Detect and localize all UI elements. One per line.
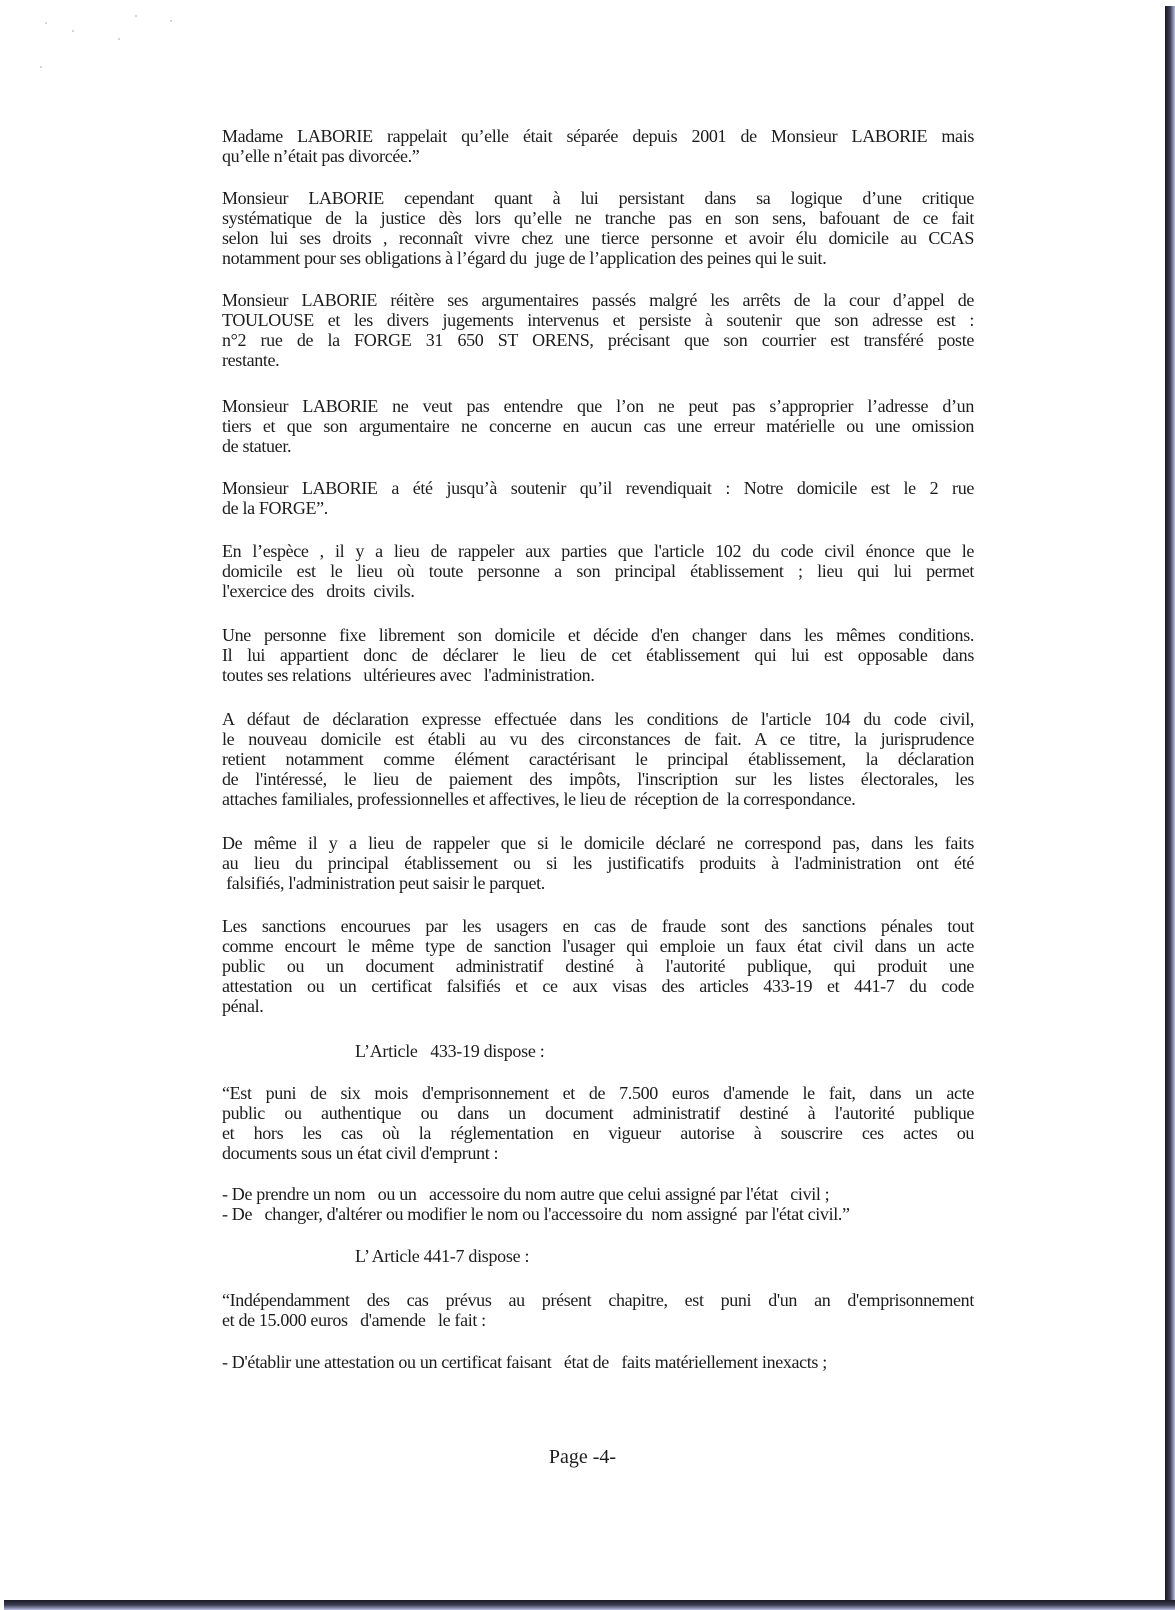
paragraph-1 bbox=[222, 126, 974, 166]
paragraph-line: Les sanctions encourues par les usagers en cas de fraude sont des sanctions pénales tout bbox=[222, 916, 974, 936]
paragraph-line: falsifiés, l'administration peut saisir le parquet. bbox=[222, 873, 545, 893]
paragraph-5 bbox=[222, 478, 974, 518]
paragraph-4 bbox=[222, 396, 974, 456]
paragraph-2 bbox=[222, 188, 974, 268]
paragraph-3 bbox=[222, 290, 974, 370]
quote-line: et de 15.000 euros d'amende le fait : bbox=[222, 1310, 486, 1330]
scan-speck bbox=[170, 20, 172, 22]
paragraph-line: Monsieur LABORIE a été jusqu’à soutenir qu’il revendiquait : Notre domicile est le 2 rue bbox=[222, 478, 974, 498]
scan-speck bbox=[40, 66, 42, 68]
paragraph-line: pénal. bbox=[222, 996, 264, 1016]
quote-line: documents sous un état civil d'emprunt : bbox=[222, 1143, 499, 1163]
page-shadow-bottom bbox=[4, 1600, 1175, 1610]
paragraph-line: domicile est le lieu où toute personne a son principal établissement ; lieu qui lui permet bbox=[222, 561, 974, 581]
article-433-19-heading: L’Article 433-19 dispose : bbox=[355, 1041, 545, 1061]
paragraph-6 bbox=[222, 541, 974, 601]
paragraph-line: notamment pour ses obligations à l’égard du juge de l’application des peines qui le suit. bbox=[222, 248, 827, 268]
quote-line: “Est puni de six mois d'emprisonnement et de 7.500 euros d'amende le fait, dans un acte bbox=[222, 1083, 974, 1103]
list-item: - D'établir une attestation ou un certificat faisant état de faits matériellement inexacts ; bbox=[222, 1352, 827, 1372]
paragraph-line: de la FORGE”. bbox=[222, 498, 328, 518]
paragraph-10 bbox=[222, 916, 974, 1016]
quote-line: public ou authentique ou dans un document administratif destiné à l'autorité publique bbox=[222, 1103, 974, 1123]
page-number: Page -4- bbox=[548, 1446, 617, 1468]
paragraph-line: l'exercice des droits civils. bbox=[222, 581, 415, 601]
paragraph-line: systématique de la justice dès lors qu’elle ne tranche pas en son sens, bafouant de ce fait bbox=[222, 208, 974, 228]
paragraph-8 bbox=[222, 709, 974, 809]
quote-line: et hors les cas où la réglementation en vigueur autorise à souscrire ces actes ou bbox=[222, 1123, 974, 1143]
quote-line: “Indépendamment des cas prévus au présent chapitre, est puni d'un an d'emprisonnement bbox=[222, 1290, 974, 1310]
paragraph-line: TOULOUSE et les divers jugements intervenus et persiste à soutenir que son adresse est : bbox=[222, 310, 974, 330]
paragraph-line: qu’elle n’était pas divorcée.” bbox=[222, 146, 420, 166]
paragraph-line: selon lui ses droits , reconnaît vivre chez une tierce personne et avoir élu domicile au CCAS bbox=[222, 228, 974, 248]
paragraph-line: comme encourt le même type de sanction l'usager qui emploie un faux état civil dans un acte bbox=[222, 936, 974, 956]
paragraph-line: Monsieur LABORIE réitère ses argumentaires passés malgré les arrêts de la cour d’appel de bbox=[222, 290, 974, 310]
paragraph-line: En l’espèce , il y a lieu de rappeler aux parties que l'article 102 du code civil énonce que le bbox=[222, 541, 974, 561]
paragraph-line: au lieu du principal établissement ou si les justificatifs produits à l'administration ont été bbox=[222, 853, 974, 873]
list-item: - De prendre un nom ou un accessoire du nom autre que celui assigné par l'état civil ; bbox=[222, 1184, 830, 1204]
paragraph-line: toutes ses relations ultérieures avec l'administration. bbox=[222, 665, 595, 685]
paragraph-line: De même il y a lieu de rappeler que si le domicile déclaré ne correspond pas, dans les faits bbox=[222, 833, 974, 853]
paragraph-line: retient notamment comme élément caractérisant le principal établissement, la déclaration bbox=[222, 749, 974, 769]
article-433-19-quote bbox=[222, 1083, 974, 1163]
paragraph-9 bbox=[222, 833, 974, 893]
paragraph-line: Il lui appartient donc de déclarer le lieu de cet établissement qui lui est opposable dans bbox=[222, 645, 974, 665]
article-433-19-items bbox=[222, 1184, 974, 1224]
scan-speck bbox=[45, 22, 47, 24]
paragraph-line: restante. bbox=[222, 350, 280, 370]
list-item: - De changer, d'altérer ou modifier le nom ou l'accessoire du nom assigné par l'état civil.” bbox=[222, 1204, 850, 1224]
paragraph-line: Madame LABORIE rappelait qu’elle était séparée depuis 2001 de Monsieur LABORIE mais bbox=[222, 126, 974, 146]
paragraph-line: n°2 rue de la FORGE 31 650 ST ORENS, précisant que son courrier est transféré poste bbox=[222, 330, 974, 350]
paragraph-line: public ou un document administratif destiné à l'autorité publique, qui produit une bbox=[222, 956, 974, 976]
paragraph-line: tiers et que son argumentaire ne concerne en aucun cas une erreur matérielle ou une omission bbox=[222, 416, 974, 436]
page-shadow-right bbox=[1165, 6, 1175, 1610]
paragraph-line: Monsieur LABORIE cependant quant à lui persistant dans sa logique d’une critique bbox=[222, 188, 974, 208]
paragraph-line: Monsieur LABORIE ne veut pas entendre que l’on ne peut pas s’approprier l’adresse d’un bbox=[222, 396, 974, 416]
paragraph-line: Une personne fixe librement son domicile et décide d'en changer dans les mêmes conditions. bbox=[222, 625, 974, 645]
scan-speck bbox=[72, 30, 74, 32]
article-441-7-heading: L’ Article 441-7 dispose : bbox=[355, 1246, 530, 1266]
paragraph-line: le nouveau domicile est établi au vu des circonstances de fait. A ce titre, la jurisprudence bbox=[222, 729, 974, 749]
scan-speck bbox=[135, 15, 137, 17]
scan-speck bbox=[118, 38, 120, 40]
article-441-7-quote bbox=[222, 1290, 974, 1330]
paragraph-line: de l'intéressé, le lieu de paiement des impôts, l'inscription sur les listes électorales, les bbox=[222, 769, 974, 789]
paragraph-7 bbox=[222, 625, 974, 685]
article-441-7-items bbox=[222, 1352, 974, 1372]
paragraph-line: de statuer. bbox=[222, 436, 292, 456]
paragraph-line: A défaut de déclaration expresse effectuée dans les conditions de l'article 104 du code civil, bbox=[222, 709, 974, 729]
paragraph-line: attaches familiales, professionnelles et affectives, le lieu de réception de la correspondance. bbox=[222, 789, 856, 809]
paragraph-line: attestation ou un certificat falsifiés et ce aux visas des articles 433-19 et 441-7 du code bbox=[222, 976, 974, 996]
